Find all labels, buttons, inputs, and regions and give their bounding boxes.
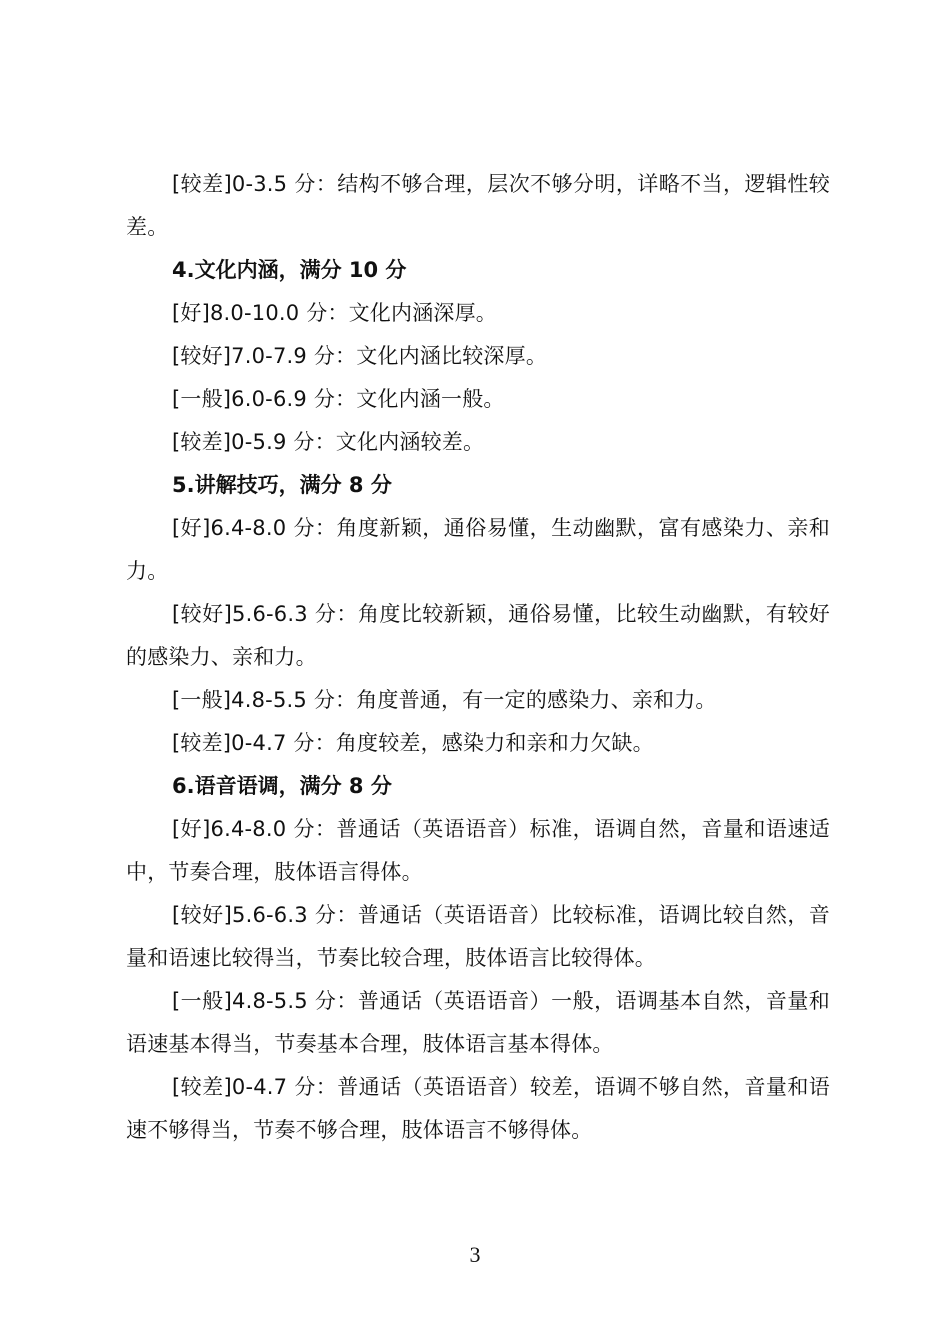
document-body (126, 163, 830, 1152)
criteria-paragraph: [较好]5.6-6.3 分：角度比较新颖，通俗易懂，比较生动幽默，有较好的感染力、亲和力。 (126, 602, 830, 669)
criteria-paragraph: [较差]0-3.5 分：结构不够合理，层次不够分明，详略不当，逻辑性较差。 (126, 172, 830, 239)
criteria-paragraph: [好]8.0-10.0 分：文化内涵深厚。 (172, 301, 497, 325)
criteria-paragraph: [好]6.4-8.0 分：普通话（英语语音）标准，语调自然，音量和语速适中，节奏合理，肢体语言得体。 (126, 817, 830, 884)
section-heading-voice-intonation: 6.语音语调，满分 8 分 (172, 774, 392, 798)
criteria-paragraph: [一般]4.8-5.5 分：普通话（英语语音）一般，语调基本自然，音量和语速基本得当，节奏基本合理，肢体语言基本得体。 (126, 989, 830, 1056)
criteria-paragraph: [较差]0-4.7 分：普通话（英语语音）较差，语调不够自然，音量和语速不够得当，节奏不够合理，肢体语言不够得体。 (126, 1075, 830, 1142)
criteria-paragraph: [较好]5.6-6.3 分：普通话（英语语音）比较标准，语调比较自然，音量和语速比较得当，节奏比较合理，肢体语言比较得体。 (126, 903, 830, 970)
criteria-paragraph: [较差]0-5.9 分：文化内涵较差。 (172, 430, 485, 454)
section-heading-explanation-skills: 5.讲解技巧，满分 8 分 (172, 473, 392, 497)
criteria-paragraph: [一般]6.0-6.9 分：文化内涵一般。 (172, 387, 505, 411)
criteria-paragraph: [较差]0-4.7 分：角度较差，感染力和亲和力欠缺。 (172, 731, 654, 755)
criteria-paragraph: [好]6.4-8.0 分：角度新颖，通俗易懂，生动幽默，富有感染力、亲和力。 (126, 516, 830, 583)
criteria-paragraph: [一般]4.8-5.5 分：角度普通，有一定的感染力、亲和力。 (172, 688, 717, 712)
section-heading-cultural-connotation: 4.文化内涵，满分 10 分 (172, 258, 407, 282)
page-number: 3 (469, 1242, 481, 1267)
criteria-paragraph: [较好]7.0-7.9 分：文化内涵比较深厚。 (172, 344, 548, 368)
